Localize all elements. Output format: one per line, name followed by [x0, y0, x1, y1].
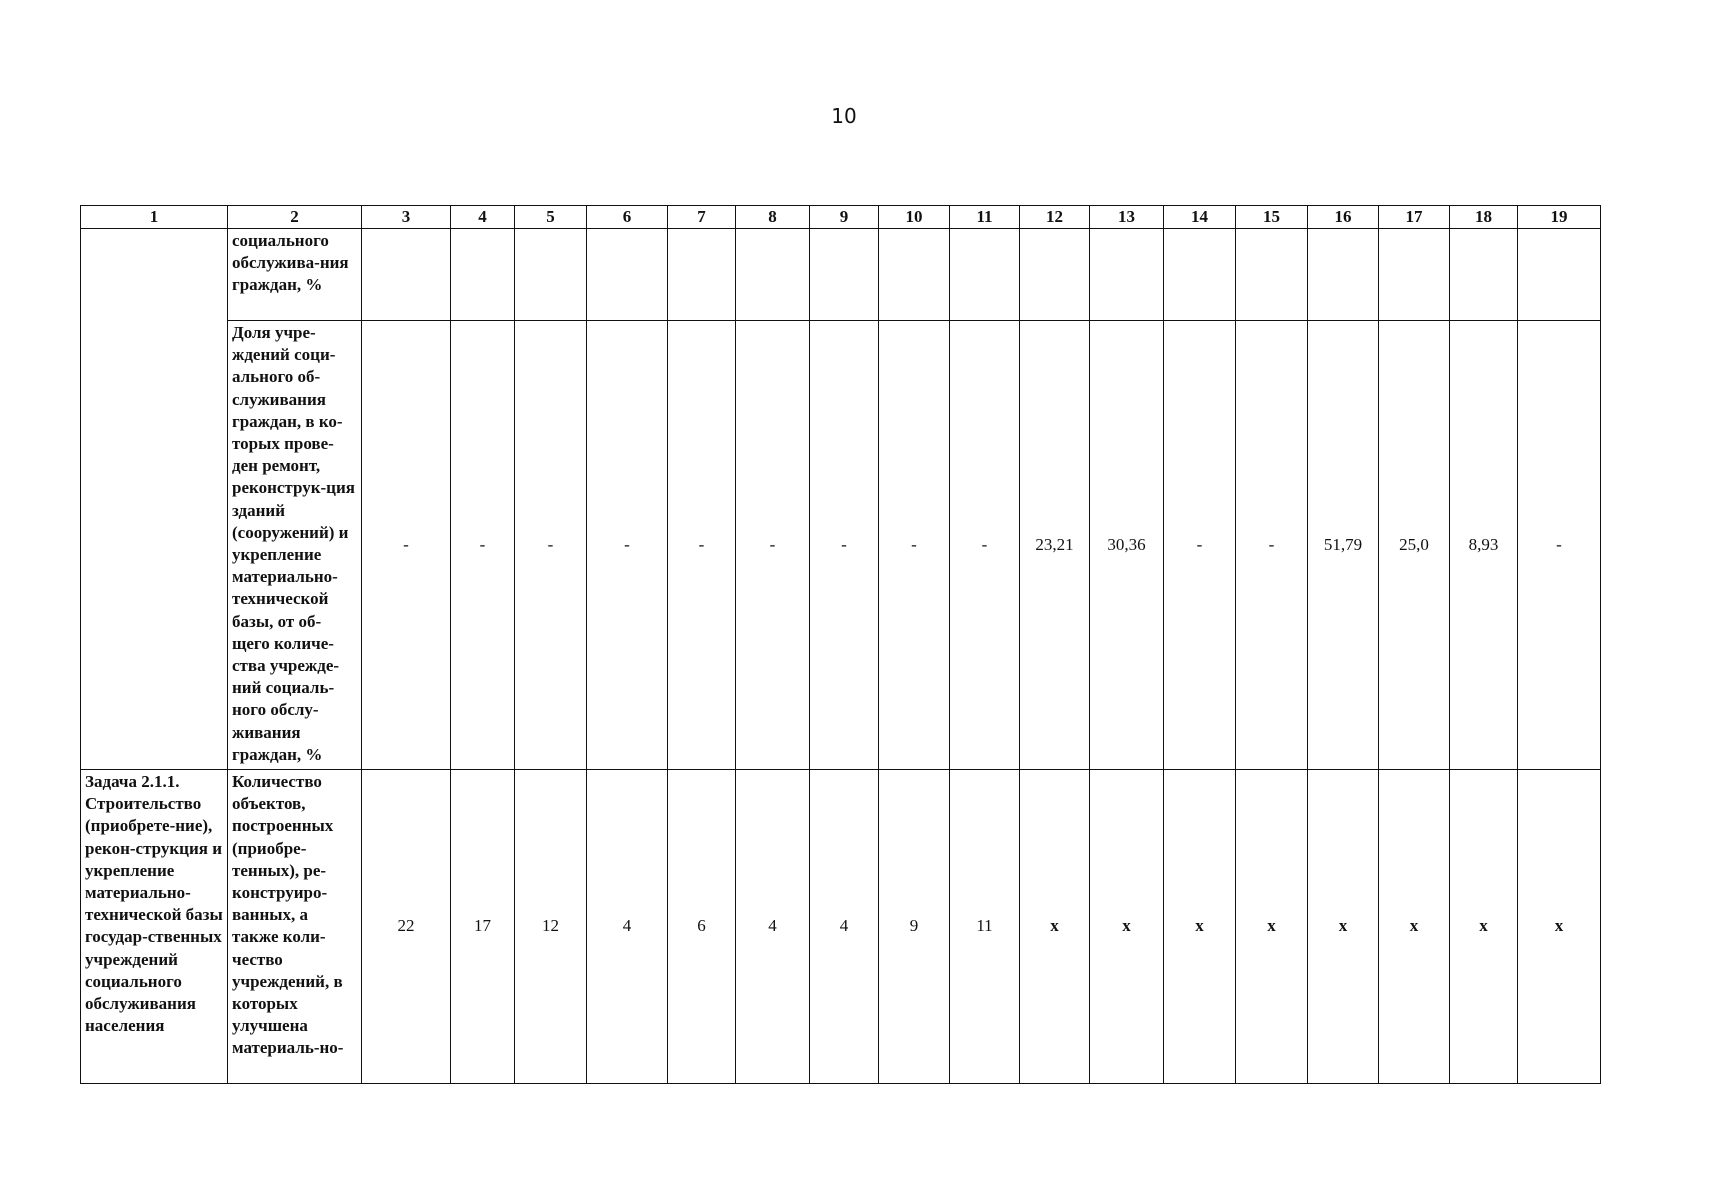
column-number: 19 — [1518, 206, 1601, 229]
value-cell: 25,0 — [1379, 321, 1450, 770]
indicator-cell: социального обслужива-ния граждан, % — [228, 229, 362, 321]
value-cell: 51,79 — [1308, 321, 1379, 770]
column-number: 13 — [1090, 206, 1164, 229]
value-cell — [1164, 229, 1236, 321]
value-cell: 30,36 — [1090, 321, 1164, 770]
value-cell: 8,93 — [1450, 321, 1518, 770]
value-cell — [1236, 229, 1308, 321]
value-cell: - — [515, 321, 587, 770]
value-cell — [736, 229, 810, 321]
value-cell — [668, 229, 736, 321]
indicator-table — [80, 205, 1601, 1084]
value-cell: 4 — [587, 770, 668, 1084]
column-number: 16 — [1308, 206, 1379, 229]
column-number: 8 — [736, 206, 810, 229]
table-row — [81, 229, 1601, 321]
task-cell: Задача 2.1.1. Строительство (приобрете-ние), рекон-струкция и укрепление материально-технической базы государ-ственных учреждений социального обслуживания населения — [81, 770, 228, 1084]
column-number: 6 — [587, 206, 668, 229]
value-cell: 22 — [362, 770, 451, 1084]
column-number: 7 — [668, 206, 736, 229]
column-number: 14 — [1164, 206, 1236, 229]
column-number: 15 — [1236, 206, 1308, 229]
value-cell: - — [879, 321, 950, 770]
page-number: 10 — [831, 104, 857, 128]
value-cell: - — [451, 321, 515, 770]
value-cell — [515, 229, 587, 321]
table-row — [81, 321, 1601, 770]
column-number-row — [81, 206, 1601, 229]
value-cell — [1518, 229, 1601, 321]
value-cell: - — [362, 321, 451, 770]
value-cell: x — [1379, 770, 1450, 1084]
value-cell: - — [1518, 321, 1601, 770]
value-cell: x — [1236, 770, 1308, 1084]
value-cell — [1308, 229, 1379, 321]
value-cell: - — [1236, 321, 1308, 770]
value-cell: 4 — [736, 770, 810, 1084]
column-number: 4 — [451, 206, 515, 229]
value-cell: 9 — [879, 770, 950, 1084]
value-cell — [362, 229, 451, 321]
value-cell: x — [1020, 770, 1090, 1084]
column-number: 9 — [810, 206, 879, 229]
value-cell: - — [736, 321, 810, 770]
value-cell: 4 — [810, 770, 879, 1084]
value-cell: - — [587, 321, 668, 770]
value-cell — [810, 229, 879, 321]
value-cell — [1020, 229, 1090, 321]
column-number: 12 — [1020, 206, 1090, 229]
value-cell — [587, 229, 668, 321]
value-cell: x — [1450, 770, 1518, 1084]
value-cell: x — [1164, 770, 1236, 1084]
value-cell: x — [1090, 770, 1164, 1084]
value-cell: - — [950, 321, 1020, 770]
value-cell: 6 — [668, 770, 736, 1084]
value-cell: 11 — [950, 770, 1020, 1084]
value-cell — [1379, 229, 1450, 321]
value-cell — [1090, 229, 1164, 321]
value-cell: - — [1164, 321, 1236, 770]
value-cell — [879, 229, 950, 321]
task-cell — [81, 229, 228, 770]
column-number: 11 — [950, 206, 1020, 229]
value-cell: - — [810, 321, 879, 770]
indicator-cell: Количество объектов, построенных (приобре-тенных), ре-конструиро-ванных, а также коли-чество учреждений, в которых улучшена материаль-но- — [228, 770, 362, 1084]
column-number: 5 — [515, 206, 587, 229]
value-cell — [950, 229, 1020, 321]
column-number: 10 — [879, 206, 950, 229]
column-number: 2 — [228, 206, 362, 229]
value-cell: x — [1518, 770, 1601, 1084]
value-cell — [1450, 229, 1518, 321]
column-number: 17 — [1379, 206, 1450, 229]
value-cell: 23,21 — [1020, 321, 1090, 770]
value-cell: x — [1308, 770, 1379, 1084]
indicator-cell: Доля учре-ждений соци-ального об-служивания граждан, в ко-торых прове-ден ремонт, реконструк-ция зданий (сооружений) и укрепление материально-технической базы, от об-щего количе-ства учрежде-ний социаль-ного обслу-живания граждан, % — [228, 321, 362, 770]
value-cell: 12 — [515, 770, 587, 1084]
table-row — [81, 770, 1601, 1084]
value-cell: 17 — [451, 770, 515, 1084]
column-number: 18 — [1450, 206, 1518, 229]
value-cell: - — [668, 321, 736, 770]
column-number: 3 — [362, 206, 451, 229]
column-number: 1 — [81, 206, 228, 229]
value-cell — [451, 229, 515, 321]
